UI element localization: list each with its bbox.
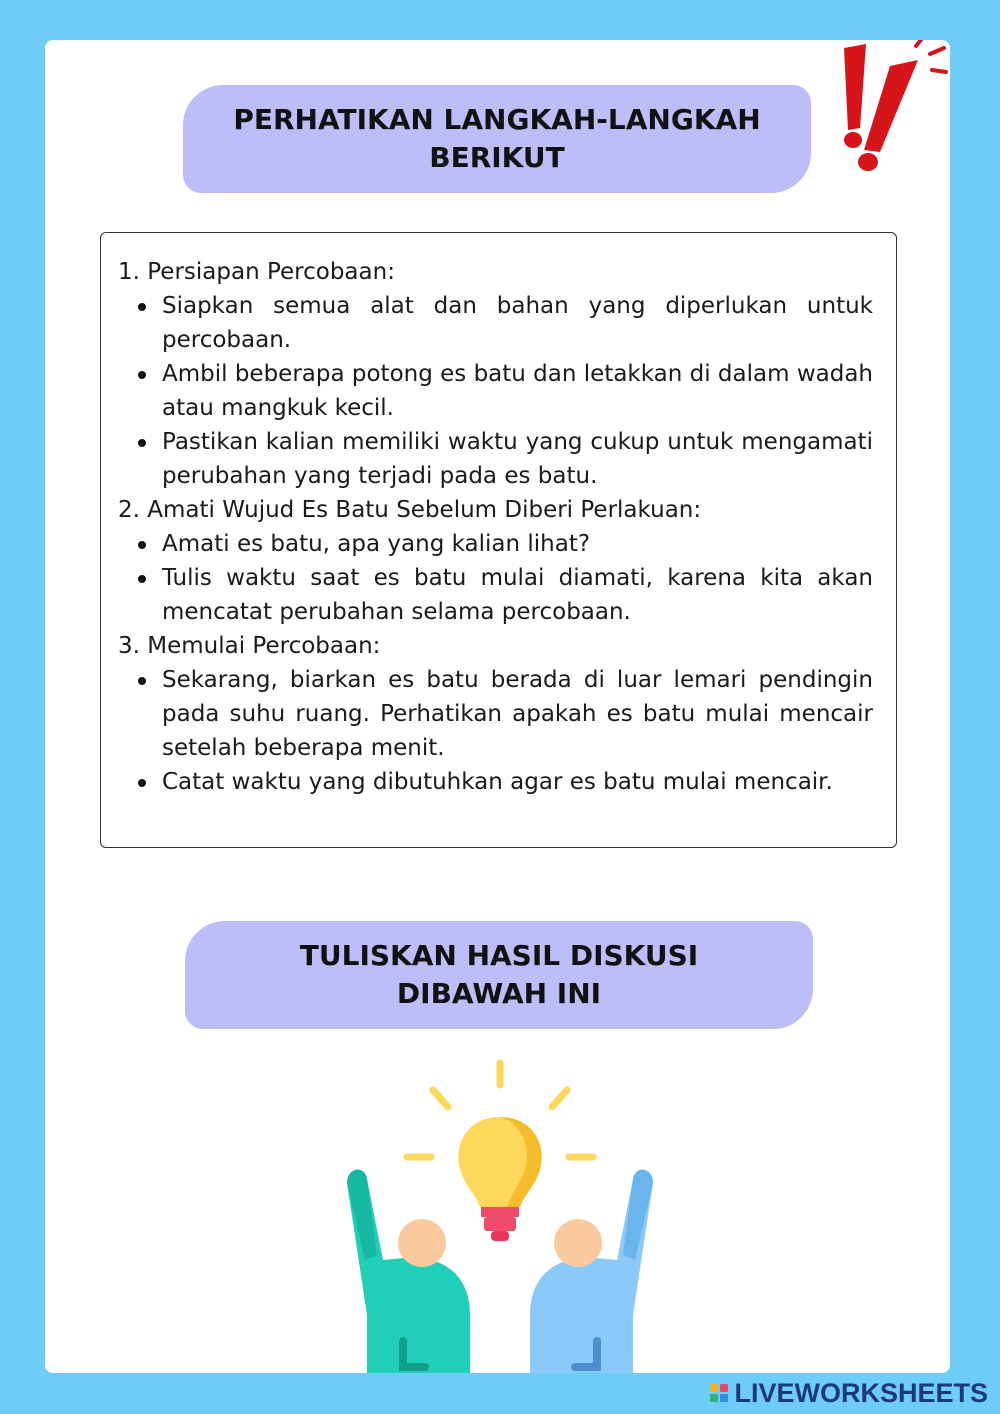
list-item: Amati es batu, apa yang kalian lihat? [118, 527, 873, 561]
discussion-heading-line-2: DIBAWAH INI [396, 977, 602, 1010]
list-item: Pastikan kalian memiliki waktu yang cukup untuk mengamati perubahan yang terjadi pada es batu. [118, 425, 873, 493]
step-section-2 [118, 493, 873, 629]
liveworksheets-footer[interactable] [710, 1377, 988, 1408]
list-item: Tulis waktu saat es batu mulai diamati, karena kita akan mencatat perubahan selama percobaan. [118, 561, 873, 629]
step-section-1 [118, 255, 873, 493]
list-item: Catat waktu yang dibutuhkan agar es batu mulai mencair. [118, 765, 873, 799]
step-section-3 [118, 629, 873, 799]
discussion-heading-banner [185, 921, 813, 1029]
list-item: Sekarang, biarkan es batu berada di luar lemari pendingin pada suhu ruang. Perhatikan apakah es batu mulai mencair setelah beberapa menit. [118, 663, 873, 765]
steps-heading-line-1: PERHATIKAN LANGKAH-LANGKAH [233, 103, 761, 137]
worksheet-card [45, 40, 950, 1373]
step-title: 3. Memulai Percobaan: [118, 633, 381, 659]
brand-name: LIVEWORKSHEETS [734, 1377, 988, 1408]
exclamation-icon [840, 40, 950, 180]
liveworksheets-logo-icon [710, 1384, 728, 1402]
steps-heading-line-2: BERIKUT [429, 141, 565, 174]
list-item: Ambil beberapa potong es batu dan letakkan di dalam wadah atau mangkuk kecil. [118, 357, 873, 425]
list-item: Siapkan semua alat dan bahan yang diperlukan untuk percobaan. [118, 289, 873, 357]
step-title: 2. Amati Wujud Es Batu Sebelum Diberi Perlakuan: [118, 497, 702, 523]
discussion-heading-line-1: TULISKAN HASIL DISKUSI [299, 939, 699, 973]
step-title: 1. Persiapan Percobaan: [118, 259, 395, 285]
idea-lightbulb-people-icon [335, 1055, 665, 1373]
steps-list-box [100, 232, 897, 848]
steps-heading-banner [183, 85, 811, 193]
